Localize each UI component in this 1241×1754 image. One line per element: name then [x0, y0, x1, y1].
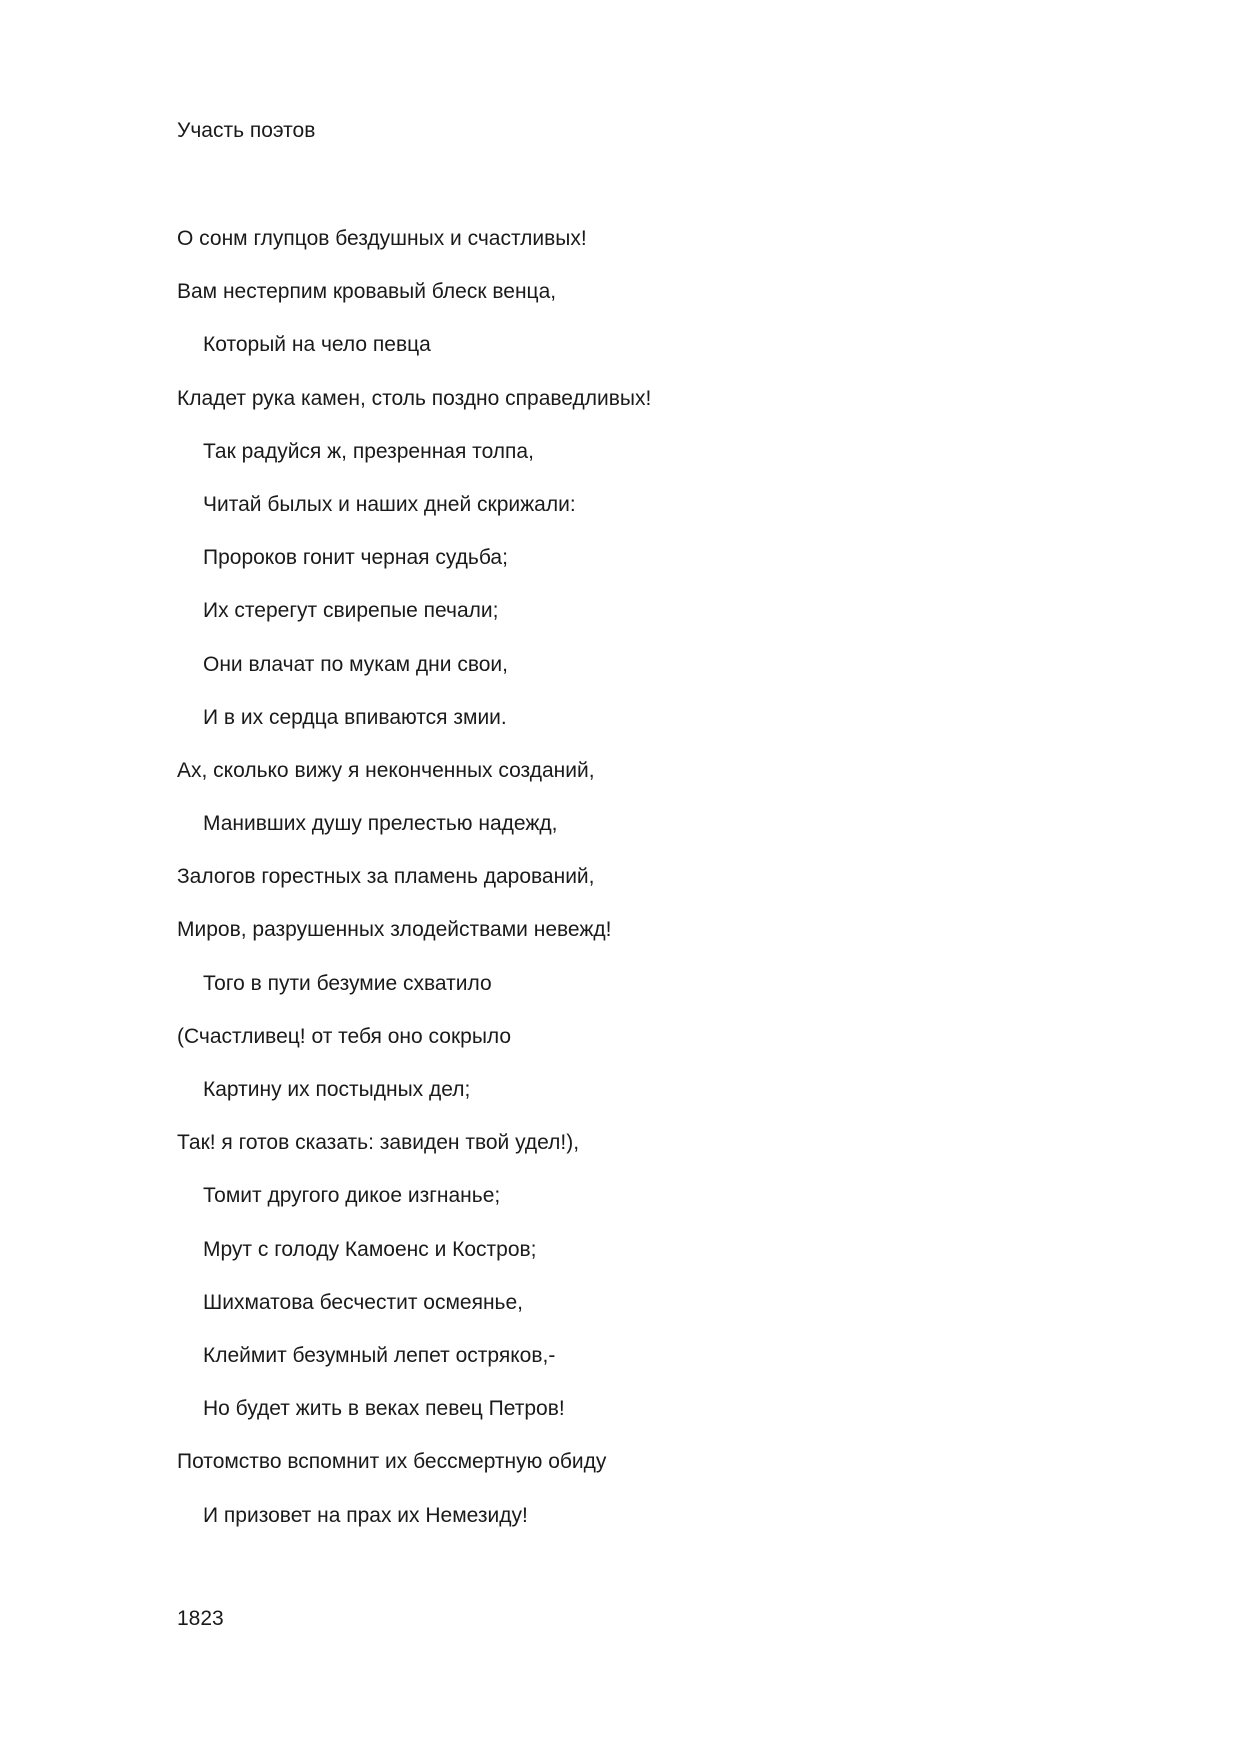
poem-line: Они влачат по мукам дни свои, — [203, 652, 508, 676]
poem-line: Так! я готов сказать: завиден твой удел!), — [177, 1131, 580, 1155]
poem-line: Манивших душу прелестью надежд, — [203, 812, 558, 836]
poem-line: И в их сердца впиваются змии. — [203, 705, 507, 729]
poem-line: Миров, разрушенных злодействами невежд! — [177, 918, 612, 942]
poem-body — [177, 224, 1077, 1554]
poem-line: Мрут с голоду Камоенс и Костров; — [203, 1237, 537, 1261]
poem-line: Читай былых и наших дней скрижали: — [203, 492, 576, 516]
poem-line: Картину их постыдных дел; — [203, 1078, 471, 1101]
poem-line: Томит другого дикое изгнанье; — [203, 1184, 501, 1208]
poem-line: Шихматова бесчестит осмеянье, — [203, 1290, 524, 1314]
poem-line: О сонм глупцов бездушных и счастливых! — [177, 227, 587, 250]
poem-line: Пророков гонит черная судьба; — [203, 546, 508, 570]
poem-title: Участь поэтов — [177, 119, 316, 142]
poem-line: Который на чело певца — [203, 333, 431, 357]
poem-year: 1823 — [177, 1607, 224, 1630]
poem-line: (Счастливец! от тебя оно сокрыло — [177, 1024, 512, 1048]
poem-line: Но будет жить в веках певец Петров! — [203, 1397, 565, 1421]
poem-line: И призовет на прах их Немезиду! — [203, 1503, 528, 1527]
poem-line: Залогов горестных за пламень дарований, — [177, 865, 595, 889]
poem-line: Их стерегут свирепые печали; — [203, 599, 499, 623]
poem-line: Так радуйся ж, презренная толпа, — [203, 439, 534, 463]
poem-line: Ах, сколько вижу я неконченных созданий, — [177, 758, 595, 782]
poem-line: Потомство вспомнит их бессмертную обиду — [177, 1450, 607, 1474]
poem-line: Клеймит безумный лепет остряков,- — [203, 1343, 556, 1367]
poem-line: Кладет рука камен, столь поздно справедливых! — [177, 386, 652, 410]
poem-line: Того в пути безумие схватило — [203, 971, 492, 995]
poem-line: Вам нестерпим кровавый блеск венца, — [177, 280, 557, 304]
